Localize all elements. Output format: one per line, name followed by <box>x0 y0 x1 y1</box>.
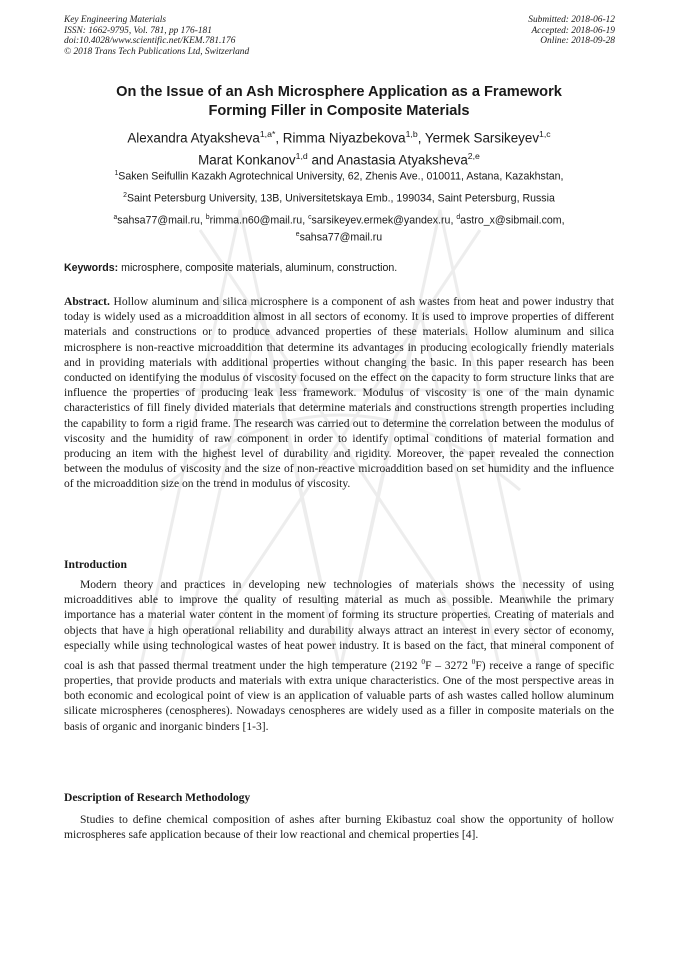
affiliation-1 <box>60 167 618 184</box>
affiliation-mark: 1 <box>114 170 119 177</box>
affiliation-text: Saint Petersburg University, 13B, Universitetskaya Emb., 199034, Saint Petersburg, Russia <box>126 192 555 205</box>
email-link[interactable]: sahsa77@mail.ru <box>299 231 383 244</box>
intro-text: F – 3272 <box>425 659 472 672</box>
author-affiliation-mark: 1,a* <box>259 129 276 139</box>
journal-doi[interactable]: doi:10.4028/www.scientific.net/KEM.781.176 <box>64 36 236 47</box>
intro-text: F) receive a range of specific properties, that provide products and materials with extra unique characteristics. One of the most perspective areas in both economic and ecological point of view is an application of valuable parts of ash wastes called hollow aluminum silicate microspheres (cenospheres). Nowadays cenospheres are widely used as a filler in composite materials on the basis of organic and inorganic binders [1-3]. <box>64 659 614 733</box>
abstract-text: Hollow aluminum and silica microsphere is a component of ash wastes from heat and power industry that today is widely used as a microaddition almost in all sectors of economy. It is used to improve properties of different materials and constructions or to produce advanced properties of these materials. Hollow aluminum and silica microsphere is non-reactive microaddition that determine its advantages in producing ecologically friendly materials and in providing materials with additional properties without changing the basic. In this paper research has been conducted on identifying the modulus of viscosity focused on the effect on the capacity to form structure links that are influence the properties of producing leak less framework. Modulus of viscosity is one of the main dynamic characteristics of fill finely divided materials that determine materials and constructions strength properties including the capability to form a rigid frame. The research was carried out to determine the correlation between the modulus of viscosity and the humidity of raw component in order to identify optimal conditions of material formation and producing an item with the highest level of durability and rigidity. Moreover, the paper revealed the connection between the modulus of viscosity and the size of non-reactive microaddition based on set humidity and the influence of the microaddition size on the trend in modulus of viscosity. <box>64 296 614 491</box>
email-list <box>60 211 618 244</box>
email-mark: c <box>308 214 312 221</box>
introduction-paragraph <box>64 578 614 735</box>
keywords-label: Keywords: <box>64 262 119 274</box>
email-link[interactable]: sahsa77@mail.ru, <box>117 214 203 227</box>
accepted-date: Accepted: 2018-06-19 <box>531 25 615 36</box>
author-affiliation-mark: 1,b <box>405 129 418 139</box>
intro-text: Modern theory and practices in developing new technologies of materials shows the necessity of using microadditives able to improve the quality of resulting material as much as possible. Meanwhile the primary importance has a material water content in the moment of forming its structure properties. Creating of materials and objects that have a high operational reliability and durability always attract an interest in every sector of economy, especially while using technological wastes of heat power industry. It is based on the fact, that mineral component of coal is ash that passed thermal treatment under the high temperature (2192 <box>64 579 614 672</box>
author-name: Rimma Niyazbekova <box>282 130 406 146</box>
degree-mark: 0 <box>421 657 426 667</box>
abstract <box>64 295 614 493</box>
degree-mark: 0 <box>471 657 476 667</box>
email-mark: a <box>113 214 118 221</box>
author-separator: , <box>275 130 283 146</box>
author-list <box>62 125 616 170</box>
journal-info <box>64 15 249 57</box>
author-affiliation-mark: 2,e <box>467 151 480 162</box>
submitted-date: Submitted: 2018-06-12 <box>528 15 615 25</box>
email-link[interactable]: rimma.n60@mail.ru, <box>209 214 306 227</box>
methodology-paragraph: Studies to define chemical composition of ashes after burning Ekibastuz coal show the opportunity of hollow microspheres safe application because of their low reactional and chemical properties [4]. <box>64 814 614 842</box>
author-name: Alexandra Atyaksheva <box>127 130 260 146</box>
email-mark: e <box>295 230 300 238</box>
author-name: Yermek Sarsikeyev <box>424 130 540 146</box>
section-heading-introduction: Introduction <box>64 558 127 571</box>
keywords-text: microsphere, composite materials, aluminum, construction. <box>118 262 398 274</box>
journal-copyright: © 2018 Trans Tech Publications Ltd, Switzerland <box>64 46 250 57</box>
journal-name: Key Engineering Materials <box>64 15 167 25</box>
keywords <box>64 261 614 275</box>
author-affiliation-mark: 1,c <box>539 129 551 139</box>
title-line-2: Forming Filler in Composite Materials <box>208 103 470 119</box>
submission-dates <box>528 15 615 47</box>
title-line-1: On the Issue of an Ash Microsphere Application as a Framework <box>116 84 562 100</box>
affiliation-mark: 2 <box>123 192 127 199</box>
email-mark: d <box>456 214 461 221</box>
affiliation-2 <box>60 189 618 206</box>
author-name: Anastasia Atyaksheva <box>336 152 468 168</box>
email-link[interactable]: astro_x@sibmail.com, <box>460 214 565 227</box>
email-link[interactable]: sarsikeyev.ermek@yandex.ru, <box>311 214 454 227</box>
abstract-label: Abstract. <box>64 296 110 308</box>
author-name: Marat Konkanov <box>198 152 296 168</box>
author-conjunction: and <box>307 152 337 168</box>
author-separator: , <box>417 130 425 146</box>
email-mark: b <box>205 214 210 221</box>
journal-issn: ISSN: 1662-9795, Vol. 781, pp 176-181 <box>64 25 212 36</box>
section-heading-methodology: Description of Research Methodology <box>64 791 251 804</box>
author-affiliation-mark: 1,d <box>295 151 308 162</box>
affiliation-text: Saken Seifullin Kazakh Agrotechnical University, 62, Zhenis Ave., 010011, Astana, Kazakhstan, <box>118 170 564 183</box>
paper-title <box>62 83 616 121</box>
online-date: Online: 2018-09-28 <box>540 36 615 47</box>
